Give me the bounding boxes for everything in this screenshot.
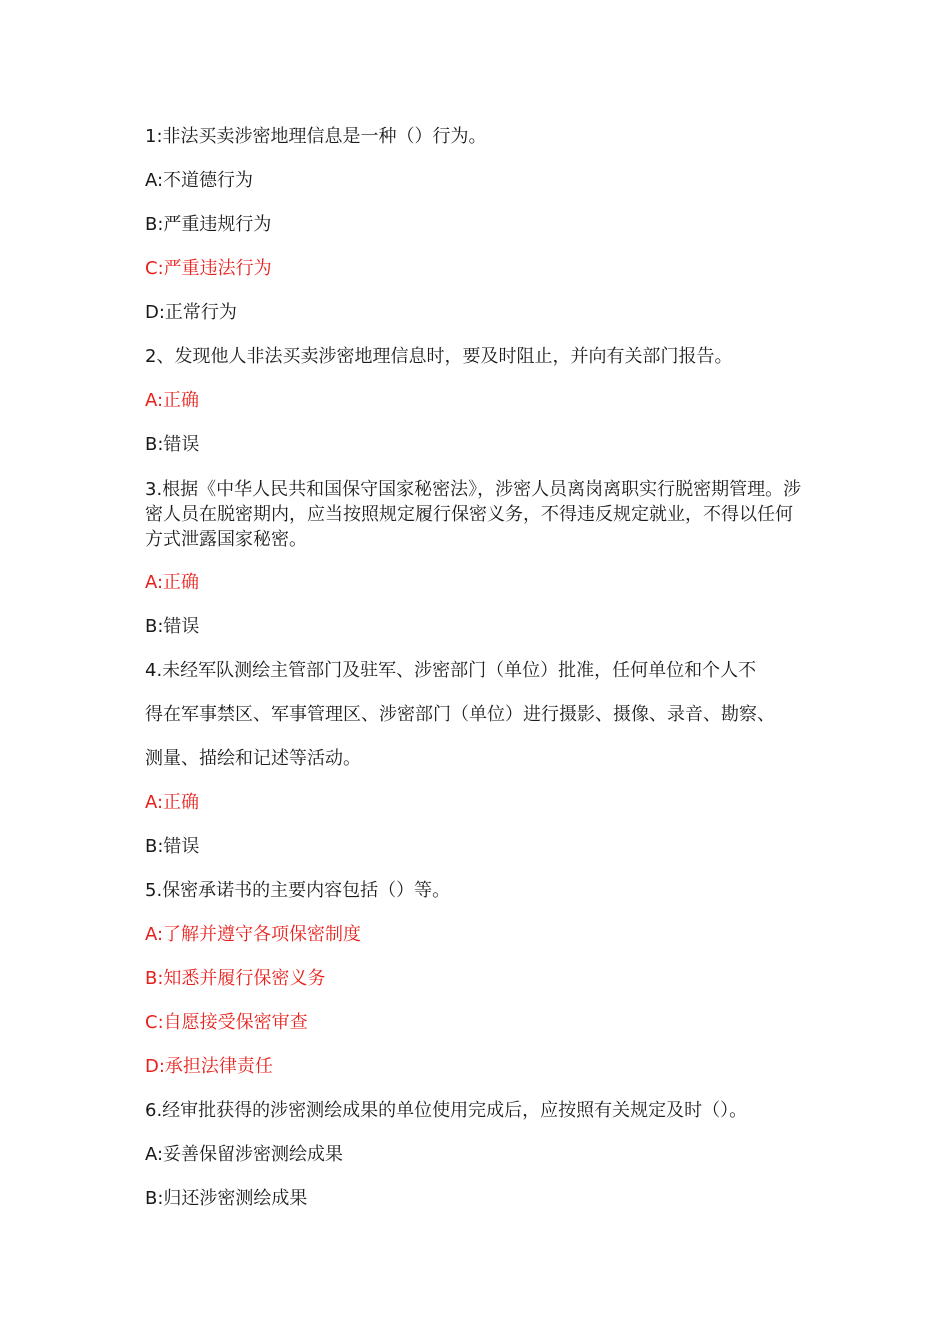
q4-option-b: B:错误 [145, 836, 200, 857]
q5-option-b-correct: B:知悉并履行保密义务 [145, 968, 326, 989]
question-1: 1:非法买卖涉密地理信息是一种（）行为。 [145, 126, 487, 147]
q1-option-a: A:不道德行为 [145, 170, 254, 191]
question-3: 3.根据《中华人民共和国保守国家秘密法》，涉密人员离岗离职实行脱密期管理。涉密人员在脱密期内，应当按照规定履行保密义务，不得违反规定就业，不得以任何方式泄露国家秘密。 [145, 479, 802, 550]
q2-option-b: B:错误 [145, 434, 200, 455]
question-4-line-3: 测量、描绘和记述等活动。 [145, 748, 361, 769]
q2-option-a-correct: A:正确 [145, 390, 200, 411]
question-5: 5.保密承诺书的主要内容包括（）等。 [145, 880, 451, 901]
q3-option-b: B:错误 [145, 616, 200, 637]
q6-option-b: B:归还涉密测绘成果 [145, 1188, 308, 1209]
question-4-line-1: 4.未经军队测绘主管部门及驻军、涉密部门（单位）批准，任何单位和个人不 [145, 660, 757, 681]
question-6: 6.经审批获得的涉密测绘成果的单位使用完成后，应按照有关规定及时（）。 [145, 1100, 748, 1121]
q4-option-a-correct: A:正确 [145, 792, 200, 813]
question-2: 2、发现他人非法买卖涉密地理信息时，要及时阻止，并向有关部门报告。 [145, 346, 733, 367]
q1-option-b: B:严重违规行为 [145, 214, 272, 235]
q5-option-c-correct: C:自愿接受保密审查 [145, 1012, 308, 1033]
q3-option-a-correct: A:正确 [145, 572, 200, 593]
q5-option-a-correct: A:了解并遵守各项保密制度 [145, 924, 362, 945]
q6-option-a: A:妥善保留涉密测绘成果 [145, 1144, 344, 1165]
q1-option-d: D:正常行为 [145, 302, 237, 323]
q5-option-d-correct: D:承担法律责任 [145, 1056, 273, 1077]
q1-option-c-correct: C:严重违法行为 [145, 258, 272, 279]
question-4-line-2: 得在军事禁区、军事管理区、涉密部门（单位）进行摄影、摄像、录音、勘察、 [145, 704, 775, 725]
